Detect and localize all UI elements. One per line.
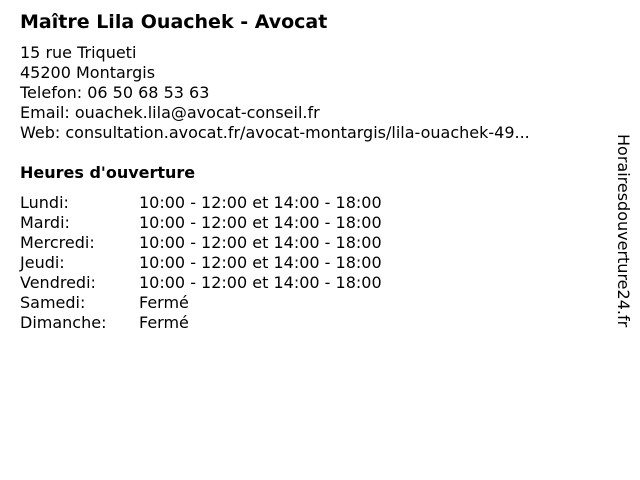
hours-row-monday: [20, 193, 600, 213]
hours-row-saturday: [20, 293, 600, 313]
opening-hours-table: [20, 193, 600, 333]
phone-text: Telefon: 06 50 68 53 63: [20, 83, 210, 102]
time-value: 10:00 - 12:00 et 14:00 - 18:00: [139, 233, 382, 252]
time-value: Fermé: [139, 313, 189, 332]
hours-row-tuesday: [20, 213, 600, 233]
time-value: Fermé: [139, 293, 189, 312]
address-street: 15 rue Triqueti: [20, 43, 137, 62]
web-text: Web: consultation.avocat.fr/avocat-montargis/lila-ouachek-49...: [20, 123, 530, 142]
email-text: Email: ouachek.lila@avocat-conseil.fr: [20, 103, 320, 122]
address-city: 45200 Montargis: [20, 63, 156, 82]
site-watermark: Horairesdouverture24.fr: [614, 134, 633, 328]
time-value: 10:00 - 12:00 et 14:00 - 18:00: [139, 193, 382, 212]
hours-row-sunday: [20, 313, 600, 333]
business-card: [20, 10, 600, 333]
time-value: 10:00 - 12:00 et 14:00 - 18:00: [139, 273, 382, 292]
day-label: Mardi:: [20, 213, 70, 232]
hours-row-friday: [20, 273, 600, 293]
day-label: Vendredi:: [20, 273, 96, 292]
hours-row-wednesday: [20, 233, 600, 253]
hours-row-thursday: [20, 253, 600, 273]
opening-hours-heading: Heures d'ouverture: [20, 163, 196, 182]
time-value: 10:00 - 12:00 et 14:00 - 18:00: [139, 213, 382, 232]
business-title: Maître Lila Ouachek - Avocat: [20, 11, 328, 33]
day-label: Samedi:: [20, 293, 86, 312]
day-label: Dimanche:: [20, 313, 107, 332]
day-label: Lundi:: [20, 193, 69, 212]
day-label: Jeudi:: [20, 253, 65, 272]
time-value: 10:00 - 12:00 et 14:00 - 18:00: [139, 253, 382, 272]
day-label: Mercredi:: [20, 233, 95, 252]
